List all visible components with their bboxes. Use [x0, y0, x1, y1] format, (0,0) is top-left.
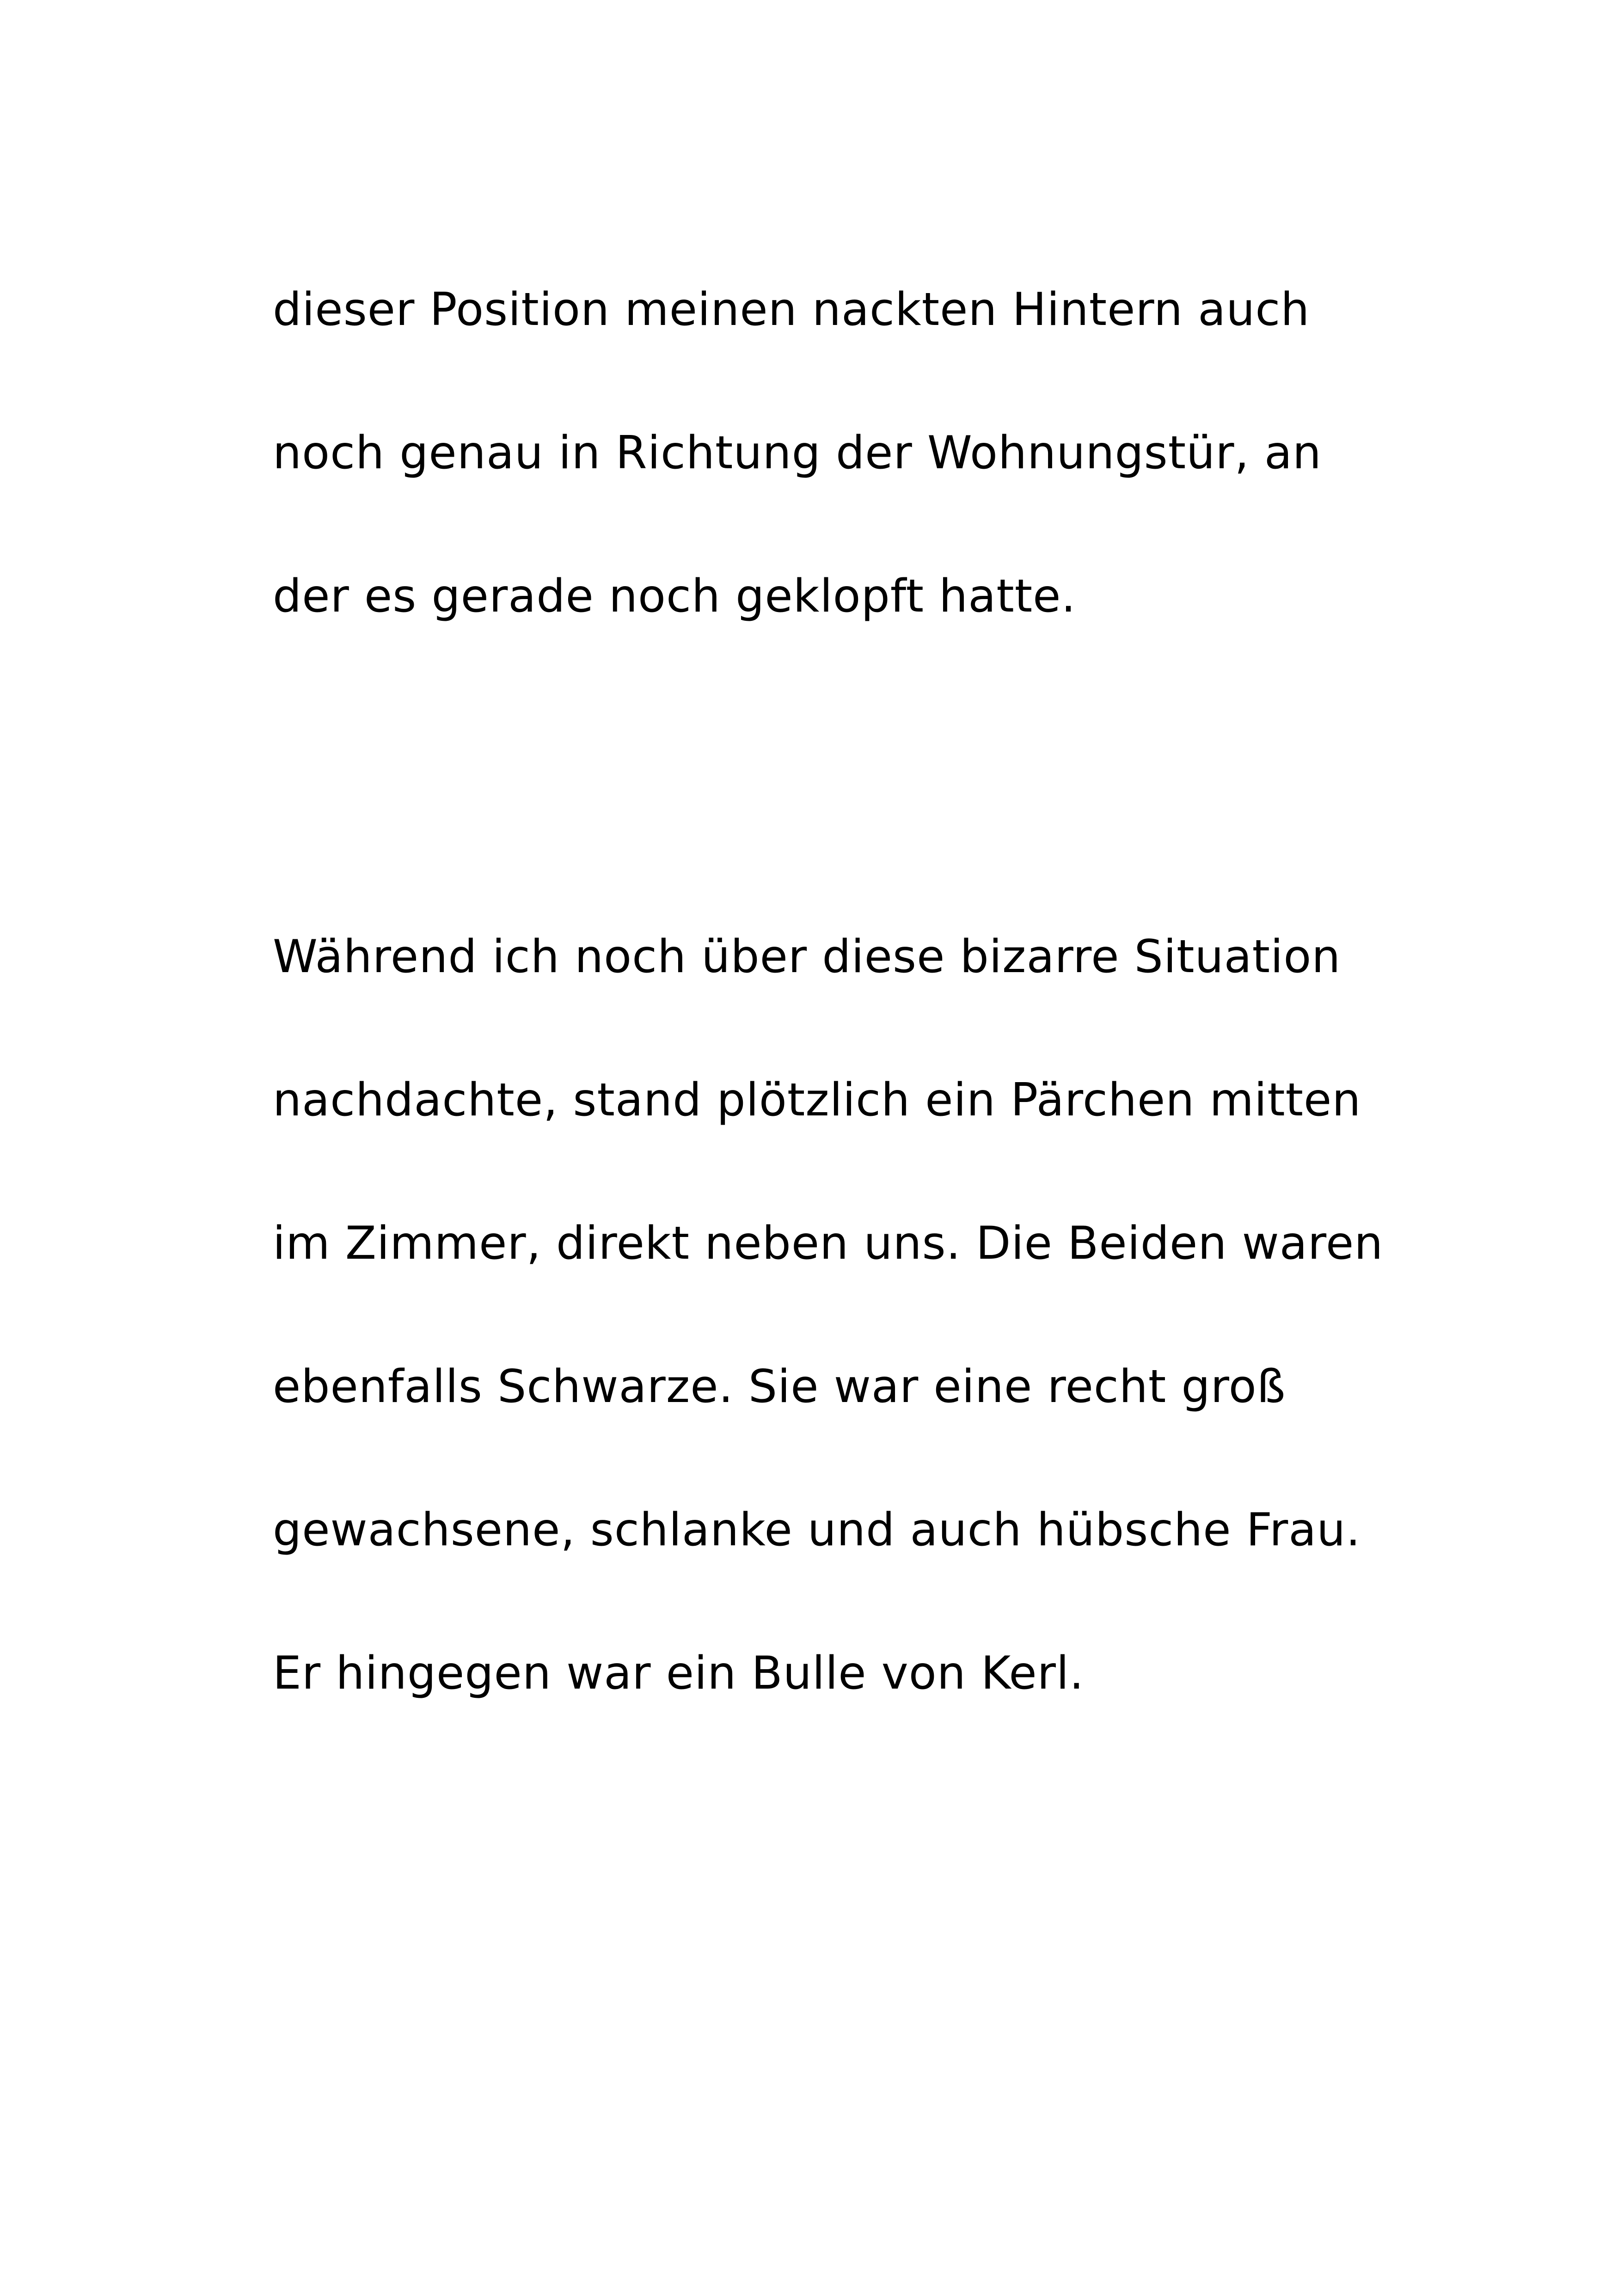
text-line: nachdachte, stand plötzlich ein Pärchen mitten	[273, 1074, 1361, 1127]
text-line: im Zimmer, direkt neben uns. Die Beiden waren	[273, 1217, 1384, 1270]
text-line: dieser Position meinen nackten Hintern auch	[273, 283, 1310, 336]
text-line: Er hingegen war ein Bulle von Kerl.	[273, 1647, 1085, 1700]
text-line: ebenfalls Schwarze. Sie war eine recht groß	[273, 1360, 1286, 1413]
text-line: noch genau in Richtung der Wohnungstür, an	[273, 427, 1322, 479]
text-line: gewachsene, schlanke und auch hübsche Frau.	[273, 1504, 1361, 1556]
text-line: der es gerade noch geklopft hatte.	[273, 570, 1076, 623]
text-line: Während ich noch über diese bizarre Situation	[273, 931, 1341, 983]
